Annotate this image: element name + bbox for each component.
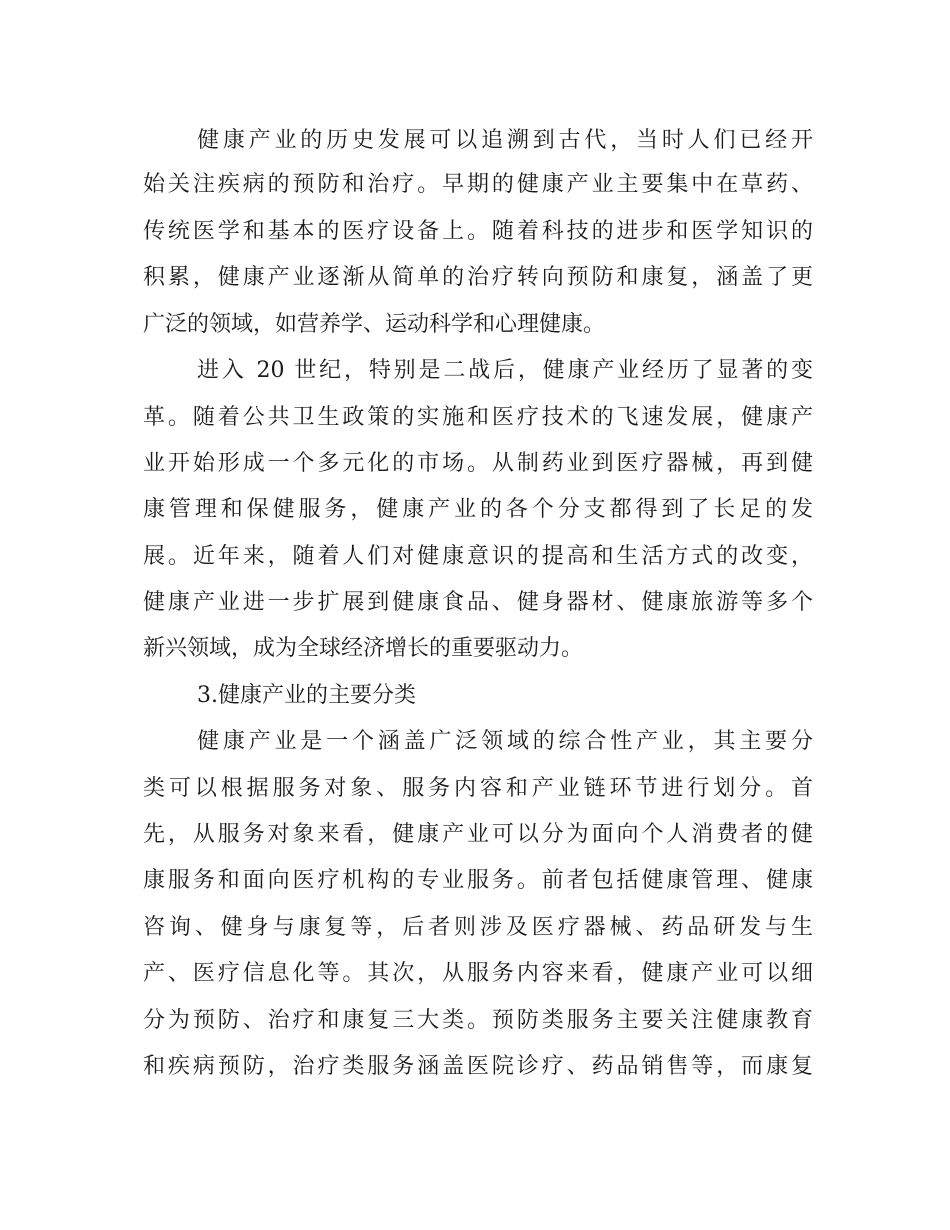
paragraph-3-line-6: 产、医疗信息化等。其次，从服务内容来看，健康产业可以细 <box>143 961 813 986</box>
paragraph-1-line-2: 始关注疾病的预防和治疗。早期的健康产业主要集中在草药、 <box>143 172 813 197</box>
paragraph-3-line-4: 康服务和面向医疗机构的专业服务。前者包括健康管理、健康 <box>143 868 813 893</box>
paragraph-1-line-5: 广泛的领域，如营养学、运动科学和心理健康。 <box>143 312 606 337</box>
paragraph-1-line-3: 传统医学和基本的医疗设备上。随着科技的进步和医学知识的 <box>143 219 813 244</box>
paragraph-1-line-4: 积累，健康产业逐渐从简单的治疗转向预防和康复，涵盖了更 <box>143 265 813 290</box>
paragraph-3-line-5: 咨询、健身与康复等，后者则涉及医疗器械、药品研发与生 <box>143 915 813 940</box>
paragraph-2-line-5: 展。近年来，随着人们对健康意识的提高和生活方式的改变， <box>143 544 813 569</box>
paragraph-3-line-1: 健康产业是一个涵盖广泛领域的综合性产业，其主要分 <box>197 729 813 754</box>
paragraph-2-line-6: 健康产业进一步扩展到健康食品、健身器材、健康旅游等多个 <box>143 590 813 615</box>
paragraph-2-line-7: 新兴领域，成为全球经济增长的重要驱动力。 <box>143 636 584 661</box>
paragraph-2-line-4: 康管理和保健服务，健康产业的各个分支都得到了长足的发 <box>143 497 813 522</box>
paragraph-2-line-3: 业开始形成一个多元化的市场。从制药业到医疗器械，再到健 <box>143 451 813 476</box>
section-heading: 3.健康产业的主要分类 <box>197 683 416 708</box>
paragraph-3-line-8: 和疾病预防，治疗类服务涵盖医院诊疗、药品销售等，而康复 <box>143 1054 813 1079</box>
paragraph-3-line-7: 分为预防、治疗和康复三大类。预防类服务主要关注健康教育 <box>143 1008 813 1033</box>
paragraph-1-line-1: 健康产业的历史发展可以追溯到古代，当时人们已经开 <box>197 128 813 153</box>
paragraph-2-line-1: 进入 20 世纪，特别是二战后，健康产业经历了显著的变 <box>197 358 813 383</box>
paragraph-3-line-2: 类可以根据服务对象、服务内容和产业链环节进行划分。首 <box>143 776 813 801</box>
paragraph-3-line-3: 先，从服务对象来看，健康产业可以分为面向个人消费者的健 <box>143 822 813 847</box>
paragraph-2-line-2: 革。随着公共卫生政策的实施和医疗技术的飞速发展，健康产 <box>143 405 813 430</box>
